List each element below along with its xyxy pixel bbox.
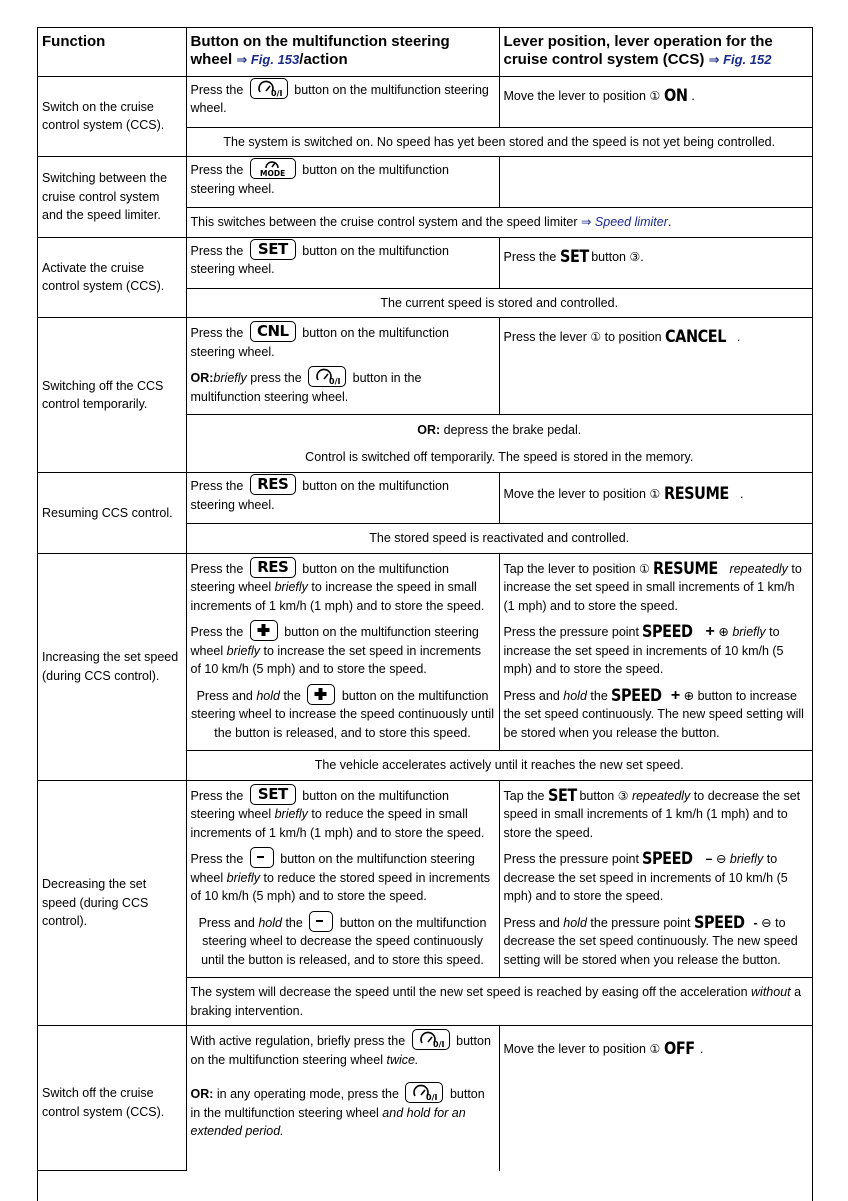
lever-off-label: OFF xyxy=(663,1039,695,1059)
header-function: Function xyxy=(38,28,186,76)
table-row xyxy=(38,237,812,288)
svg-text:MODE: MODE xyxy=(259,169,285,178)
button-action-cell: Press the RES button on the multifunction steering wheel briefly to increase the speed in small increments of 1 km/h (1 mph) and to store the speed. Press the button on the multifunction steering wheel briefly to increase the set speed in increments of 10 km/h (5 mph) and to store the speed. Press and hold the button on the multifunction steering wheel to increase the speed continuously until the button is released, and to store this speed. xyxy=(186,553,499,751)
lever-set-label: SET xyxy=(548,785,577,806)
function-switch-off: Switch off the cruise control system (CCS). xyxy=(38,1026,186,1171)
function-activate: Activate the cruise control system (CCS). xyxy=(38,237,186,318)
fig-152-link[interactable]: ⇒ Fig. 152 xyxy=(708,52,772,67)
svg-text:0/I: 0/I xyxy=(432,1040,445,1049)
function-resume: Resuming CCS control. xyxy=(38,473,186,554)
lever-cell: Move the lever to position ① OFF . xyxy=(499,1026,812,1171)
table-row xyxy=(38,473,812,524)
note-switching: This switches between the cruise control system and the speed limiter ⇒ Speed limiter. xyxy=(186,208,812,238)
res-button-icon: RES xyxy=(250,474,296,495)
table-row xyxy=(38,1026,812,1171)
lever-cell: Move the lever to position ① RESUME . xyxy=(499,473,812,524)
header-button-action: Button on the multifunction steering wheel ⇒ Fig. 153/action xyxy=(186,28,499,76)
lever-set-label: SET xyxy=(559,246,589,267)
lever-resume-label: RESUME xyxy=(653,558,719,579)
note-decrease: The system will decrease the speed until the new set speed is reached by easing off the acceleration without a braking intervention. xyxy=(186,978,812,1026)
svg-text:0/I: 0/I xyxy=(270,88,283,97)
minus-button-icon xyxy=(250,847,274,868)
table-row xyxy=(38,553,812,751)
res-button-icon: RES xyxy=(250,557,296,578)
ccs-function-table-frame xyxy=(37,27,813,1201)
button-action-cell: Press the CNL button on the multifunction steering wheel. OR:briefly press the 0/I button in the multifunction steering wheel. xyxy=(186,318,499,415)
cruise-on-off-button-icon xyxy=(412,1029,450,1050)
lever-cell: Tap the lever to position ① RESUME repeatedly to increase the set speed in small increments of 1 km/h (1 mph) and to store the speed. Press the pressure point SPEED + ⊕ briefly to increase the set speed in increments of 10 km/h (5 mph) and to store the speed. Press and hold the SPEED + ⊕ button to increase the set speed continuously. The new speed setting will be stored when you release the button. xyxy=(499,553,812,751)
function-switch-on: Switch on the cruise control system (CCS). xyxy=(38,76,186,157)
fig-153-link[interactable]: ⇒ Fig. 153 xyxy=(236,52,300,67)
table-row xyxy=(38,780,812,978)
note-resume: The stored speed is reactivated and controlled. xyxy=(186,524,812,554)
set-button-icon: SET xyxy=(250,239,296,260)
button-action-cell: Press the 0/I button on the multifunction steering wheel. xyxy=(186,76,499,127)
table-row xyxy=(38,318,812,415)
minus-button-icon xyxy=(309,911,333,932)
lever-cell-empty xyxy=(499,157,812,208)
lever-resume-label: RESUME xyxy=(663,484,729,504)
cruise-on-off-button-icon xyxy=(308,366,346,387)
function-decrease: Decreasing the set speed (during CCS control). xyxy=(38,780,186,1026)
lever-speed-label: SPEED xyxy=(611,685,662,706)
lever-cell: Press the SET button ③. xyxy=(499,237,812,288)
header-lever: Lever position, lever operation for the cruise control system (CCS) ⇒ Fig. 152 xyxy=(499,28,812,76)
button-action-cell: With active regulation, briefly press the 0/I button on the multifunction steering wheel twice. OR: in any operating mode, press the 0/I button in the multifunction steering wheel and hold for an extended period. xyxy=(186,1026,499,1171)
lever-speed-label: SPEED xyxy=(642,622,694,642)
lever-speed-label: SPEED xyxy=(642,849,694,869)
table-header-row xyxy=(38,28,812,76)
lever-cancel-label: CANCEL xyxy=(665,327,727,347)
lever-speed-label: SPEED xyxy=(693,912,745,933)
button-action-cell: Press the SET button on the multifunction steering wheel. xyxy=(186,237,499,288)
lever-on-label: ON xyxy=(663,85,688,106)
set-button-icon: SET xyxy=(250,784,296,805)
cruise-on-off-button-icon xyxy=(405,1082,443,1103)
plus-button-icon xyxy=(307,684,335,705)
note-off-temp: Control is switched off temporarily. The speed is stored in the memory. xyxy=(186,442,812,473)
table-row xyxy=(38,76,812,127)
function-switching: Switching between the cruise control system and the speed limiter. xyxy=(38,157,186,238)
table-row xyxy=(38,157,812,208)
button-action-cell: Press the SET button on the multifunction steering wheel briefly to reduce the speed in small increments of 1 km/h (1 mph) and to store the speed. Press the button on the multifunction steering wheel briefly to reduce the stored speed in increments of 10 km/h (5 mph) and to store the speed. Press and hold the button on the multifunction steering wheel to decrease the speed continuously until the button is released, and to store this speed. xyxy=(186,780,499,978)
lever-cell: Tap the SET button ③ repeatedly to decrease the set speed in small increments of 1 km/h (1 mph) and to store the speed. Press the pressure point SPEED – ⊖ briefly to decrease the set speed in increments of 10 km/h (5 mph) and to store the speed. Press and hold the pressure point SPEED - ⊖ to decrease the set speed continuously. The new speed setting will be stored when you release the button. xyxy=(499,780,812,978)
svg-text:0/I: 0/I xyxy=(329,377,341,386)
button-action-cell: Press the MODE button on the multifunction steering wheel. xyxy=(186,157,499,208)
cruise-on-off-button-icon xyxy=(250,78,288,99)
ccs-function-table xyxy=(38,28,812,1171)
function-off-temp: Switching off the CCS control temporarily. xyxy=(38,318,186,473)
speed-limiter-link[interactable]: ⇒ Speed limiter xyxy=(580,215,668,229)
button-action-cell: Press the RES button on the multifunction steering wheel. xyxy=(186,473,499,524)
svg-text:0/I: 0/I xyxy=(426,1093,438,1102)
note-switch-on: The system is switched on. No speed has yet been stored and the speed is not yet being controlled. xyxy=(186,127,812,157)
plus-button-icon xyxy=(250,620,278,641)
function-increase: Increasing the set speed (during CCS control). xyxy=(38,553,186,780)
lever-cell: Move the lever to position ① ON . xyxy=(499,76,812,127)
note-or-brake: OR: depress the brake pedal. xyxy=(186,415,812,442)
lever-cell: Press the lever ① to position CANCEL . xyxy=(499,318,812,415)
note-increase: The vehicle accelerates actively until it reaches the new set speed. xyxy=(186,751,812,781)
cnl-button-icon: CNL xyxy=(250,321,296,342)
note-activate: The current speed is stored and controlled. xyxy=(186,288,812,318)
mode-button-icon xyxy=(250,158,296,179)
